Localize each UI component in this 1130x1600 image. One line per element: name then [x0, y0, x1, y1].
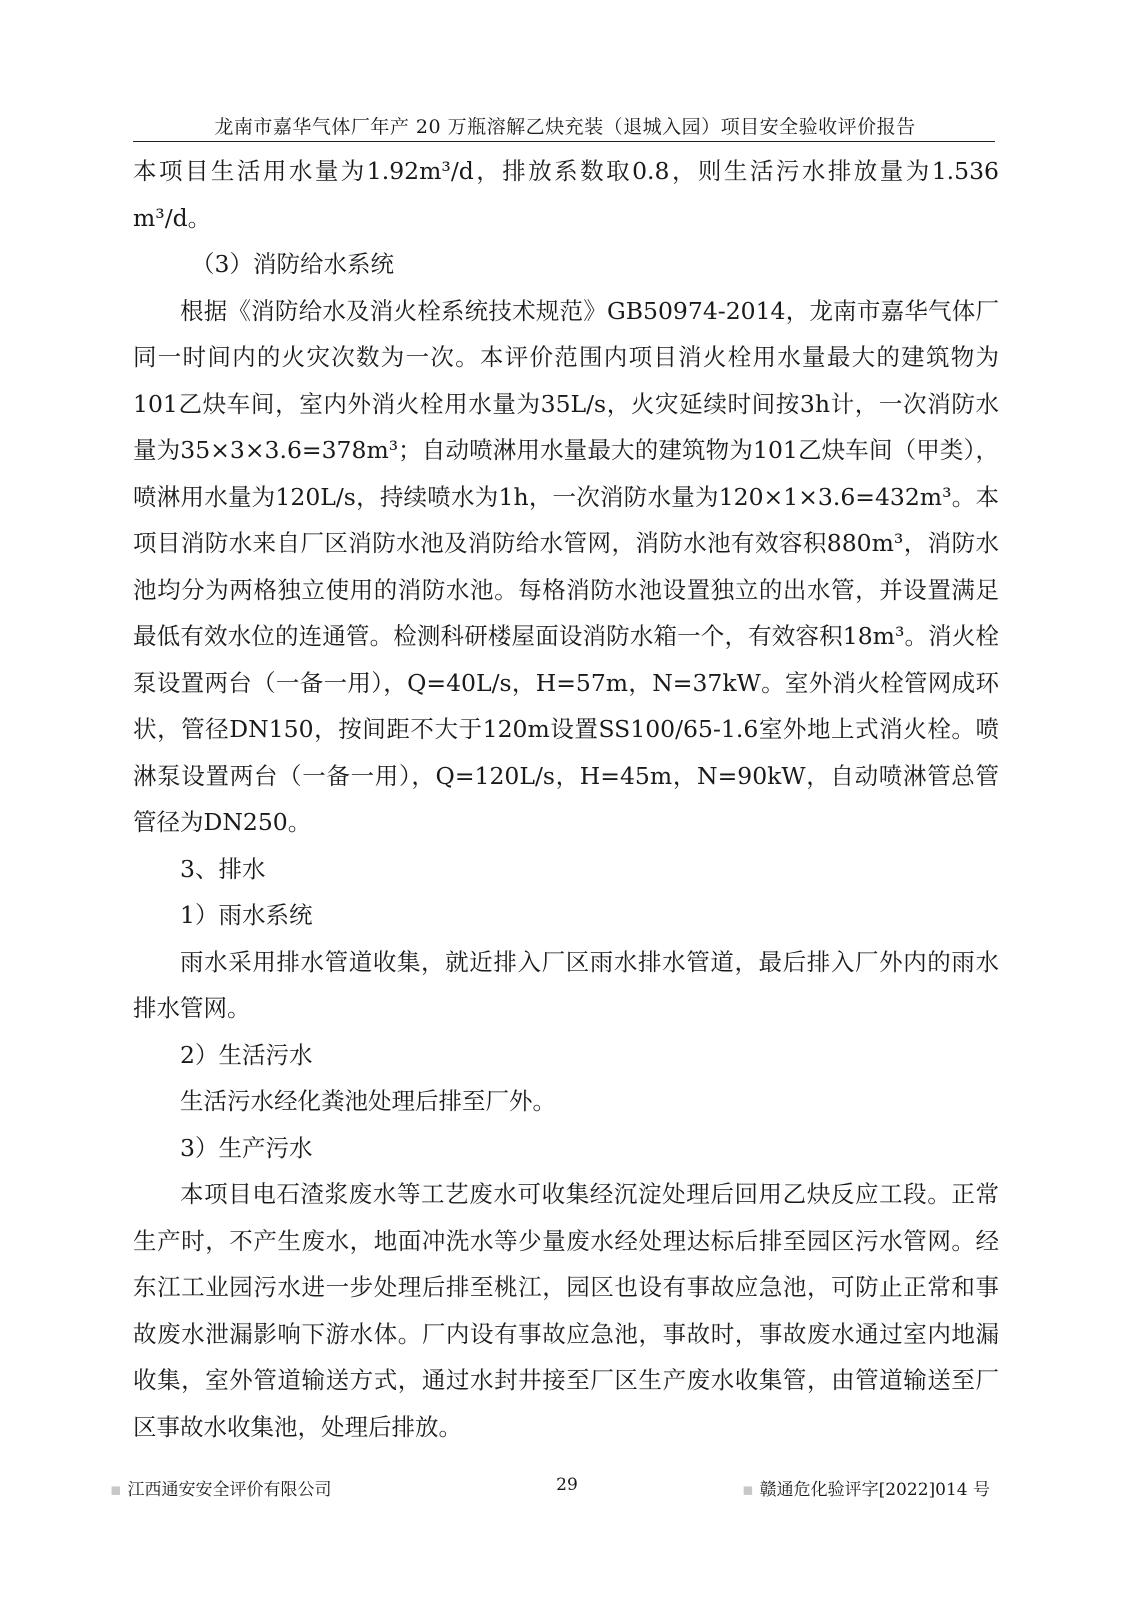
footer-company	[110, 1475, 332, 1500]
paragraph-production-sewage: 本项目电石渣浆废水等工艺废水可收集经沉淀处理后回用乙炔反应工段。正常生产时，不产生废水，地面冲洗水等少量废水经处理达标后排至园区污水管网。经东江工业园污水进一步处理后排至桃江，园区也设有事故应急池，可防止正常和事故废水泄漏影响下游水体。厂内设有事故应急池，事故时，事故废水通过室内地漏收集，室外管道输送方式，通过水封井接至厂区生产废水收集管，由管道输送至厂区事故水收集池，处理后排放。	[133, 1180, 999, 1441]
heading-domestic-sewage: 2）生活污水	[180, 1040, 313, 1069]
footer-document-number	[742, 1475, 990, 1500]
heading-production-sewage: 3）生产污水	[180, 1133, 313, 1162]
heading-fire-water-system: （3）消防给水系统	[191, 250, 394, 278]
header-divider	[133, 141, 995, 142]
footer-company-name: 江西通安安全评价有限公司	[127, 1480, 332, 1500]
paragraph-domestic-water: 本项目生活用水量为1.92m³/d，排放系数取0.8，则生活污水排放量为1.536 m³/d。	[133, 157, 999, 232]
page-footer	[110, 1475, 990, 1505]
heading-drainage: 3、排水	[180, 854, 266, 883]
stamp-mark-icon: ▪	[110, 1480, 122, 1500]
paragraph-fire-water-system: 根据《消防给水及消火栓系统技术规范》GB50974-2014，龙南市嘉华气体厂同一时间内的火灾次数为一次。本评价范围内项目消火栓用水量最大的建筑物为101乙炔车间，室内外消火栓用水量为35L/s，火灾延续时间按3h计，一次消防水量为35×3×3.6=378m³；自动喷淋用水量最大的建筑物为101乙炔车间（甲类），喷淋用水量为120L/s，持续喷水为1h，一次消防水量为120×1×3.6=432m³。本项目消防水来自厂区消防水池及消防给水管网，消防水池有效容积880m³，消防水池均分为两格独立使用的消防水池。每格消防水池设置独立的出水管，并设置满足最低有效水位的连通管。检测科研楼屋面设消防水箱一个，有效容积18m³。消火栓泵设置两台（一备一用），Q=40L/s，H=57m，N=37kW。室外消火栓管网成环状，管径DN150，按间距不大于120m设置SS100/65-1.6室外地上式消火栓。喷淋泵设置两台（一备一用），Q=120L/s，H=45m，N=90kW，自动喷淋管总管管径为DN250。	[133, 296, 999, 836]
page-header-title: 龙南市嘉华气体厂年产 20 万瓶溶解乙炔充装（退城入园）项目安全验收评价报告	[214, 116, 916, 138]
body-text	[133, 148, 999, 1450]
paragraph-rainwater-system: 雨水采用排水管道收集，就近排入厂区雨水排水管道，最后排入厂外内的雨水排水管网。	[133, 947, 999, 1022]
footer-document-number-text: 赣通危化验评字[2022]014 号	[759, 1480, 990, 1500]
footer-page-number: 29	[556, 1475, 578, 1495]
paragraph-domestic-sewage: 生活污水经化粪池处理后排至厂外。	[180, 1087, 556, 1115]
heading-rainwater-system: 1）雨水系统	[180, 901, 313, 929]
stamp-mark-icon: ▪	[742, 1480, 754, 1500]
